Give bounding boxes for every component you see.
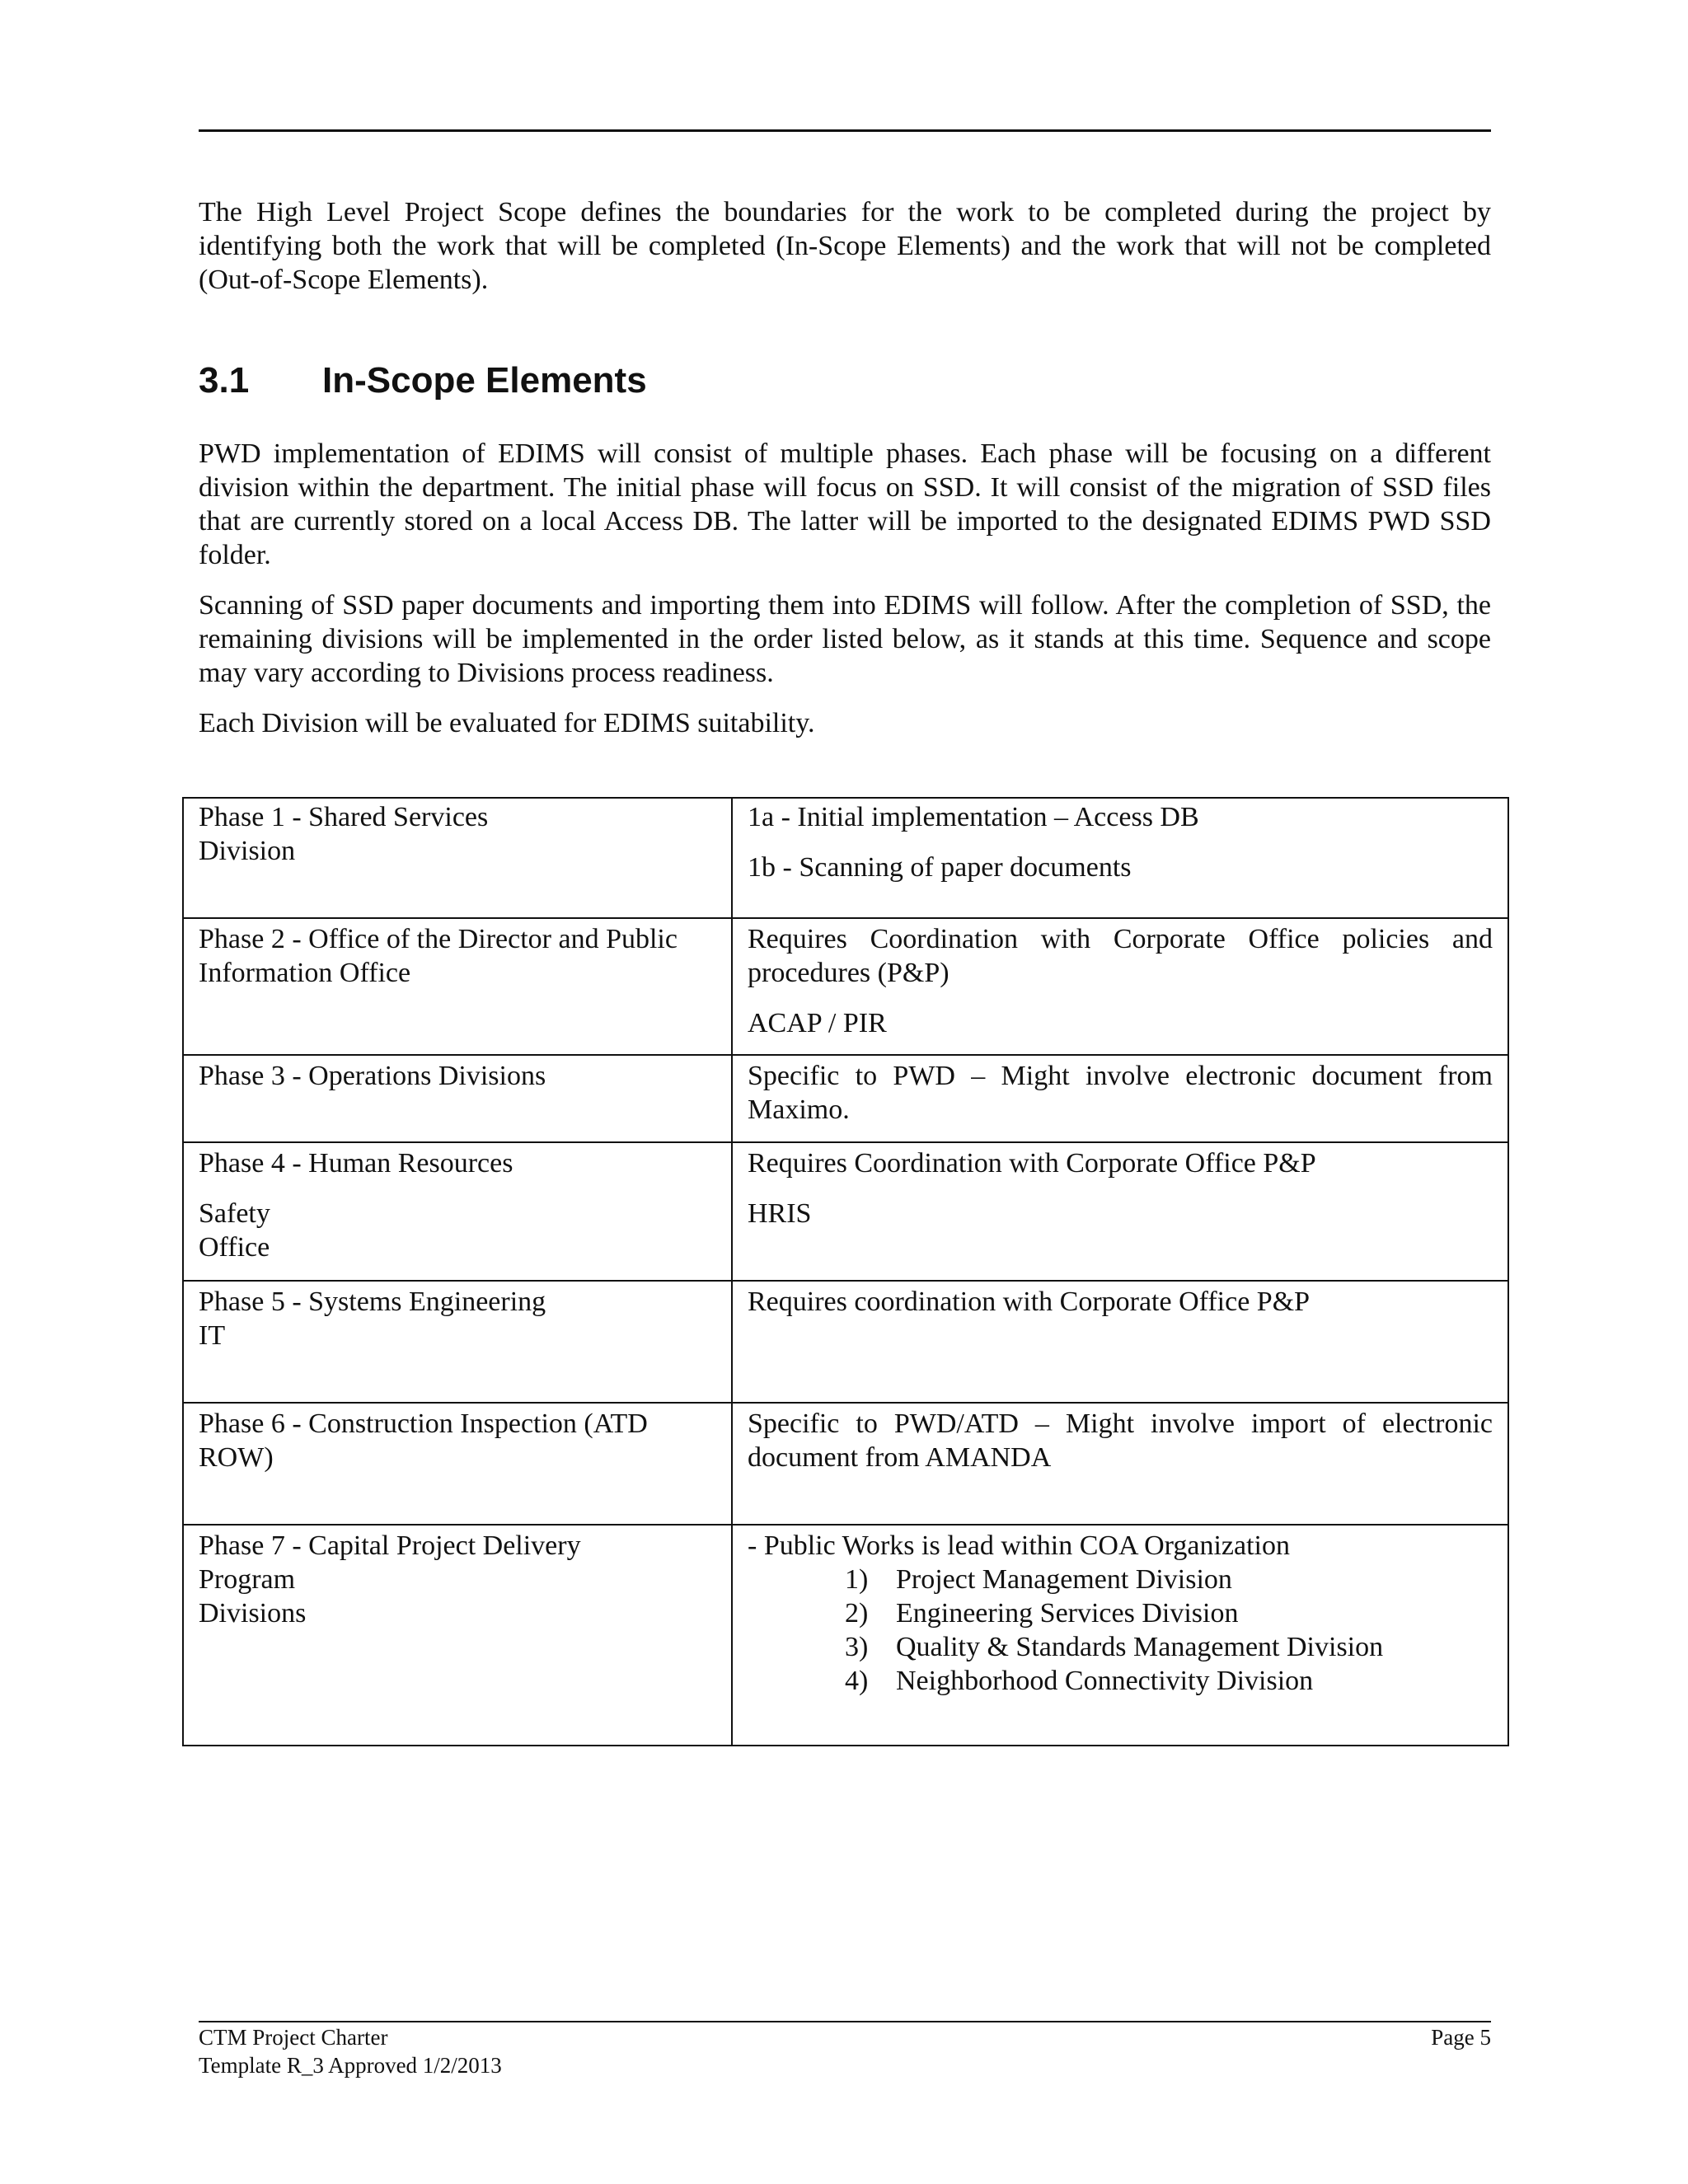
section-paragraph: Each Division will be evaluated for EDIMS suitability. — [199, 708, 815, 738]
list-item — [748, 1596, 1493, 1630]
list-text: Engineering Services Division — [896, 1598, 1239, 1629]
section-paragraph: Scanning of SSD paper documents and importing them into EDIMS will follow. After the completion of SSD, the remaining divisions will be implemented in the order listed below, as it stands at this time. Sequence and scope may vary according to Divisions process readiness. — [199, 590, 1491, 688]
section-number: 3.1 — [199, 360, 250, 401]
phase-cell — [183, 798, 732, 918]
list-text: Project Management Division — [896, 1564, 1232, 1595]
list-number: 3) — [845, 1632, 869, 1662]
table-row — [183, 798, 1508, 918]
footer-page-number: Page 5 — [1431, 2025, 1491, 2050]
scope-text: Specific to PWD/ATD – Might involve import of electronic document from AMANDA — [748, 1408, 1493, 1473]
phase-name: IT — [199, 1320, 226, 1351]
phase-name: Phase 4 - Human Resources — [199, 1148, 513, 1179]
phase-name: Division — [199, 836, 296, 866]
intro-paragraph: The High Level Project Scope defines the boundaries for the work to be completed during the project by identifying both the work that will be completed (In-Scope Elements) and the work that will not be completed (Out-of-Scope Elements). — [199, 197, 1491, 295]
section-title: In-Scope Elements — [322, 360, 647, 401]
scope-text: Requires Coordination with Corporate Office policies and procedures (P&P) — [748, 924, 1493, 988]
table-row — [183, 1403, 1508, 1525]
scope-cell — [732, 1281, 1508, 1403]
footer-template-info: Template R_3 Approved 1/2/2013 — [199, 2053, 502, 2078]
phase-cell — [183, 1281, 732, 1403]
phase-name: Phase 7 - Capital Project Delivery — [199, 1530, 581, 1561]
phase-cell — [183, 1525, 732, 1746]
footer-document-title: CTM Project Charter — [199, 2025, 388, 2050]
scope-cell — [732, 918, 1508, 1055]
phase-cell — [183, 1055, 732, 1142]
phase-name: Divisions — [199, 1598, 307, 1629]
list-number: 1) — [845, 1564, 869, 1595]
phase-name: ROW) — [199, 1442, 274, 1473]
phase-name: Safety — [199, 1198, 270, 1229]
header-rule — [199, 129, 1491, 132]
scope-cell — [732, 1525, 1508, 1746]
list-item — [748, 1630, 1493, 1664]
scope-text: Requires coordination with Corporate Office P&P — [748, 1286, 1311, 1317]
table-row — [183, 1142, 1508, 1281]
section-heading — [199, 359, 1491, 402]
page-content — [199, 195, 1491, 740]
scope-text: ACAP / PIR — [748, 1008, 887, 1038]
phase-cell — [183, 1403, 732, 1525]
scope-text: Specific to PWD – Might involve electronic document from Maximo. — [748, 1061, 1493, 1125]
phase-name: Phase 3 - Operations Divisions — [199, 1061, 546, 1091]
scope-text: Requires Coordination with Corporate Office P&P — [748, 1148, 1316, 1179]
phase-cell — [183, 918, 732, 1055]
phase-name: Phase 2 - Office of the Director and Public — [199, 924, 678, 954]
phase-cell — [183, 1142, 732, 1281]
phase-name: Phase 6 - Construction Inspection (ATD — [199, 1408, 648, 1439]
phase-name: Phase 1 - Shared Services — [199, 802, 489, 832]
list-text: Quality & Standards Management Division — [896, 1632, 1384, 1662]
list-item — [748, 1664, 1493, 1698]
list-text: Neighborhood Connectivity Division — [896, 1666, 1314, 1696]
section-paragraph: PWD implementation of EDIMS will consist of multiple phases. Each phase will be focusing on a different division within the department. The initial phase will focus on SSD. It will consist of the migration of SSD files that are currently stored on a local Access DB. The latter will be imported to the designated EDIMS PWD SSD folder. — [199, 438, 1491, 570]
list-item — [748, 1563, 1493, 1596]
scope-lead: - Public Works is lead within COA Organization — [748, 1530, 1291, 1561]
table-row — [183, 1281, 1508, 1403]
footer-rule — [199, 2021, 1491, 2022]
phase-name: Phase 5 - Systems Engineering — [199, 1286, 546, 1317]
list-number: 2) — [845, 1598, 869, 1629]
scope-cell — [732, 1055, 1508, 1142]
scope-cell — [732, 1403, 1508, 1525]
table-row — [183, 1525, 1508, 1746]
phases-table — [182, 797, 1509, 1746]
scope-cell — [732, 1142, 1508, 1281]
page-footer — [199, 2023, 1491, 2079]
scope-text: HRIS — [748, 1198, 812, 1229]
table-row — [183, 1055, 1508, 1142]
list-number: 4) — [845, 1666, 869, 1696]
phase-name: Program — [199, 1564, 296, 1595]
scope-text: 1b - Scanning of paper documents — [748, 852, 1132, 883]
table-row — [183, 918, 1508, 1055]
scope-cell — [732, 798, 1508, 918]
phase-name: Information Office — [199, 958, 411, 988]
scope-text: 1a - Initial implementation – Access DB — [748, 802, 1199, 832]
phase-name: Office — [199, 1232, 270, 1263]
section-body — [199, 437, 1491, 740]
